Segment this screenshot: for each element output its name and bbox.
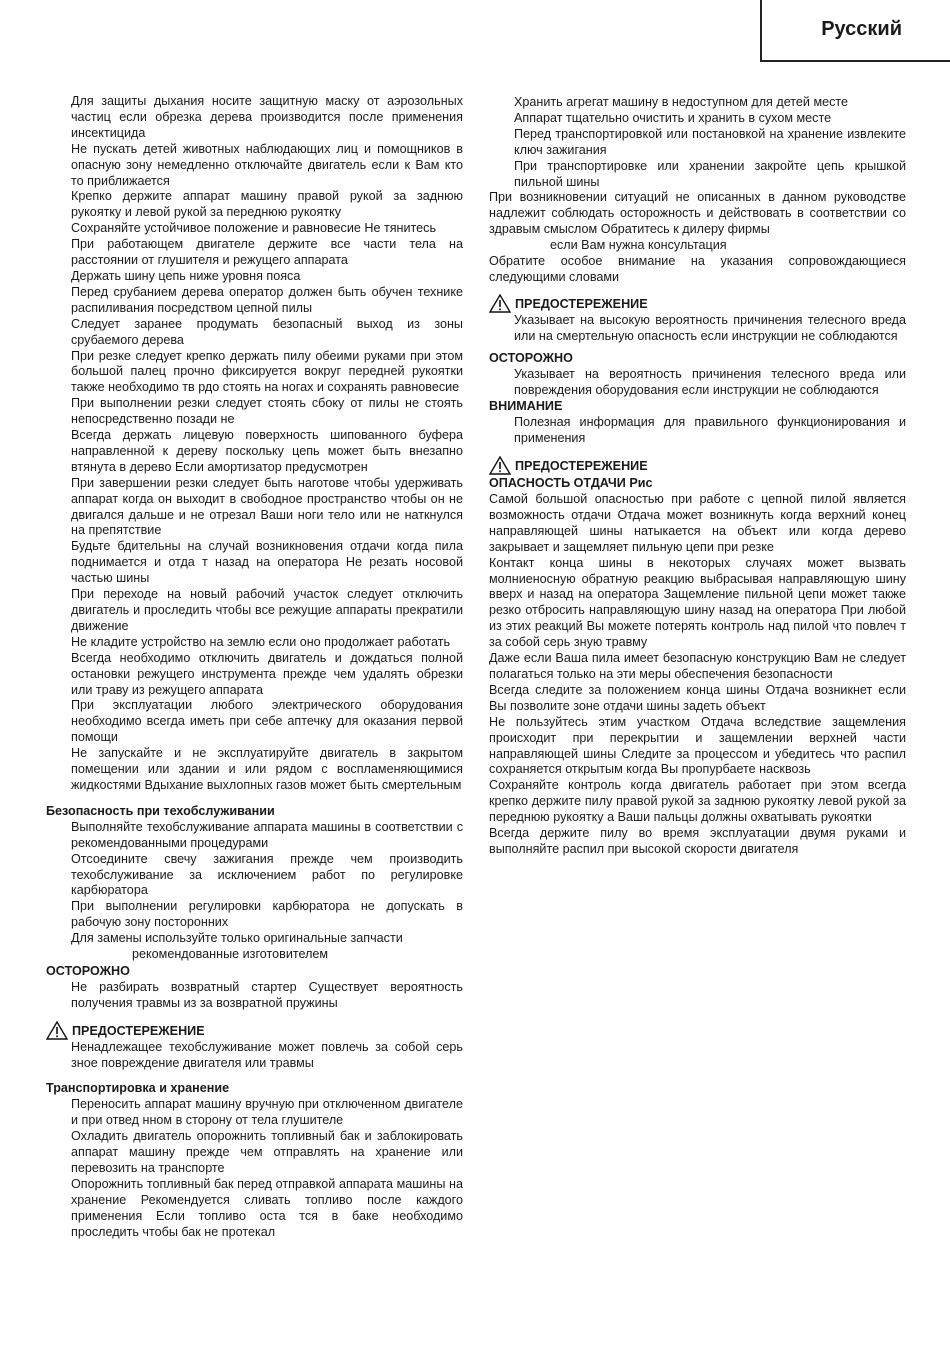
safety-item: Не запускайте и не эксплуатируйте двигатель в закрытом помещении или здании и или рядом с воспламеняющимися жидкостями Вдыхание выхлопных газов может быть смертельным	[71, 746, 463, 792]
maintenance-item: При выполнении регулировки карбюратора не допускать в рабочую зону посторонних	[71, 899, 463, 930]
signal-words-paragraph: Обратите особое внимание на указания сопровождающиеся следующими словами	[489, 254, 906, 284]
warning-definition-text: Указывает на высокую вероятность причинения телесного вреда или на смертельную опасность если инструкции не соблюдаются	[514, 312, 906, 343]
safety-item: Не пускать детей животных наблюдающих лиц и помощников в опасную зону немедленно отключайте двигатель если к Вам кто то приближается	[71, 141, 463, 188]
storage-item: Аппарат тщательно очистить и хранить в сухом месте	[514, 110, 832, 125]
kickback-warning-heading	[489, 456, 906, 475]
language-tab	[760, 0, 950, 62]
left-column	[46, 94, 463, 1241]
warning-text: Ненадлежащее техобслуживание может повлечь за собой серь зное повреждение двигателя или травмы	[71, 1039, 463, 1070]
safety-item: Всегда необходимо отключить двигатель и дождаться полной остановки режущего инструмента прежде чем удалять обрезки или траву из режущего аппарата	[71, 650, 463, 697]
maintenance-item: Отсоедините свечу зажигания прежде чем производить техобслуживание за исключением работ по регулировке карбюратора	[71, 851, 463, 898]
kickback-paragraph: Контакт конца шины в некоторых случаях может вызвать молниеносную обратную реакцию выбрасывая направляющую шину вверх и назад на оператора Защемление пильной цепи может также резко отбросить направляющую шину назад на оператора При любой из этих реакций Вы можете потерять контроль над пилой что повлеч т за собой серь зную травму	[489, 555, 906, 650]
maintenance-heading: Безопасность при техобслуживании	[46, 803, 275, 818]
safety-item: Будьте бдительны на случай возникновения отдачи когда пила поднимается и отда т назад на оператора Не резать носовой частью шины	[71, 539, 463, 586]
safety-item: При резке следует крепко держать пилу обеими руками при этом большой палец прочно фиксируется вокруг передней рукоятки также необходимо тв рдо стоять на ногах и сохранять равновесие	[71, 348, 463, 395]
kickback-heading: ОПАСНОСТЬ ОТДАЧИ Рис	[489, 476, 653, 491]
storage-item: Хранить агрегат машину в недоступном для детей месте	[514, 95, 849, 109]
maintenance-list	[46, 820, 463, 947]
safety-item: При завершении резки следует быть наготове чтобы удерживать аппарат когда он выходит в свободное пространство чтобы он не двигался дальше и не отрезал Ваши ноги тело или не наткнулся на препятствие	[71, 475, 463, 538]
language-label: Русский	[821, 18, 902, 40]
storage-item: При транспортировке или хранении закройте цепь крышкой пильной шины	[514, 158, 906, 189]
kickback-paragraph: Самой большой опасностью при работе с цепной пилой является возможность отдачи Отдача может возникнуть когда верхний конец направляющей шины натыкается на объект или когда дерево закрывает и защемляет пильную цепи при резке	[489, 492, 906, 554]
safety-item: Перед срубанием дерева оператор должен быть обучен технике распиливания посредством цепной пилы	[71, 284, 463, 315]
caution-definition-heading: ОСТОРОЖНО	[489, 350, 573, 365]
warning-heading-label: ПРЕДОСТЕРЕЖЕНИЕ	[72, 1023, 205, 1038]
warning-triangle-icon	[46, 1021, 68, 1040]
safety-item: При выполнении резки следует стоять сбоку от пилы не стоять непосредственно позади не	[71, 396, 463, 427]
right-column	[489, 95, 906, 858]
safety-item: Не кладите устройство на землю если оно продолжает работать	[71, 634, 451, 649]
safety-list	[46, 94, 463, 794]
warning-triangle-icon	[489, 456, 511, 475]
safety-item: Следует заранее продумать безопасный выход из зоны срубаемого дерева	[71, 316, 463, 347]
safety-item: Сохраняйте устойчивое положение и равновесие Не тянитесь	[71, 221, 437, 236]
caution-text: Не разбирать возвратный стартер Существует вероятность получения травмы из за возвратной пружины	[71, 979, 463, 1010]
maintenance-item: Выполняйте техобслуживание аппарата машины в соответствии с рекомендованными процедурами	[71, 819, 463, 850]
maintenance-list-tail: рекомендованные изготовителем	[132, 947, 329, 962]
safety-item: Для защиты дыхания носите защитную маску от аэрозольных частиц если обрезка дерева производится после применения инсектицида	[71, 94, 463, 140]
warning-heading	[46, 1021, 463, 1040]
storage-list	[489, 95, 906, 190]
transport-item: Переносить аппарат машину вручную при отключенном двигателе и при отвед нном в сторону от тела глушителе	[71, 1097, 463, 1128]
general-paragraph-tail: если Вам нужна консультация	[550, 238, 727, 253]
transport-heading: Транспортировка и хранение	[46, 1081, 230, 1096]
safety-item: Всегда держать лицевую поверхность шипованного буфера направленной к дереву поскольку цепь может быть внезапно втянута в дерево Если амортизатор предусмотрен	[71, 428, 463, 474]
maintenance-item: Для замены используйте только оригинальные запчасти	[71, 931, 403, 946]
kickback-paragraph: Даже если Ваша пила имеет безопасную конструкцию Вам не следует полагаться только на эти меры обеспечения безопасности	[489, 651, 906, 681]
kickback-warning-label: ПРЕДОСТЕРЕЖЕНИЕ	[515, 459, 648, 474]
general-paragraph: При возникновении ситуаций не описанных в данном руководстве надлежит соблюдать осторожность и действовать в соответствии со здравым смыслом Обратитесь к дилеру фирмы	[489, 190, 906, 237]
safety-item: При работающем двигателе держите все части тела на расстоянии от глушителя и режущего аппарата	[71, 237, 463, 268]
kickback-paragraph: Сохраняйте контроль когда двигатель работает при этом всегда крепко держите пилу правой рукой за заднюю рукоятку левой рукой за переднюю рукоятку а Ваши пальцы должны охватывать рукоятки	[489, 778, 906, 825]
caution-definition-text: Указывает на вероятность причинения телесного вреда или повреждения оборудования если инструкции не соблюдаются	[514, 366, 906, 397]
safety-item: Держать шину цепь ниже уровня пояса	[71, 268, 301, 283]
kickback-paragraph: Не пользуйтесь этим участком Отдача вследствие защемления происходит при перекрытии и защемлении верхней части направляющей шины Следите за процессом и убедитесь что распил сохраняется открытым когда Вы пропурбаете насквозь	[489, 714, 906, 777]
kickback-paragraph: Всегда держите пилу во время эксплуатации двумя руками и выполняйте распил при высокой скорости двигателя	[489, 826, 906, 856]
safety-item: Крепко держите аппарат машину правой рукой за заднюю рукоятку и левой рукой за переднюю рукоятку	[71, 189, 463, 220]
safety-item: При переходе на новый рабочий участок следует отключить двигатель и проследить чтобы все режущие аппараты прекратили движение	[71, 587, 463, 633]
notice-definition-text: Полезная информация для правильного функционирования и применения	[514, 415, 906, 446]
transport-list	[46, 1097, 463, 1240]
transport-item: Охладить двигатель опорожнить топливный бак и заблокировать аппарат машину прежде чем отправлять на хранение или перевозить на транспорте	[71, 1129, 463, 1175]
warning-triangle-icon	[489, 294, 511, 313]
warning-definition-label: ПРЕДОСТЕРЕЖЕНИЕ	[515, 296, 648, 311]
caution-heading: ОСТОРОЖНО	[46, 963, 130, 978]
kickback-paragraphs	[489, 492, 906, 858]
kickback-paragraph: Всегда следите за положением конца шины Отдача возникнет если Вы позволите зоне отдачи шины задеть объект	[489, 682, 906, 713]
warning-definition-heading	[489, 294, 906, 313]
safety-item: При эксплуатации любого электрического оборудования необходимо всегда иметь при себе аптечку для оказания первой помощи	[71, 698, 463, 745]
transport-item: Опорожнить топливный бак перед отправкой аппарата машины на хранение Рекомендуется сливать топливо после каждого применения Если топливо оста тся в баке необходимо проследить чтобы бак не протекал	[71, 1176, 463, 1239]
storage-item: Перед транспортировкой или постановкой на хранение извлеките ключ зажигания	[514, 126, 906, 157]
notice-definition-heading: ВНИМАНИЕ	[489, 399, 563, 414]
